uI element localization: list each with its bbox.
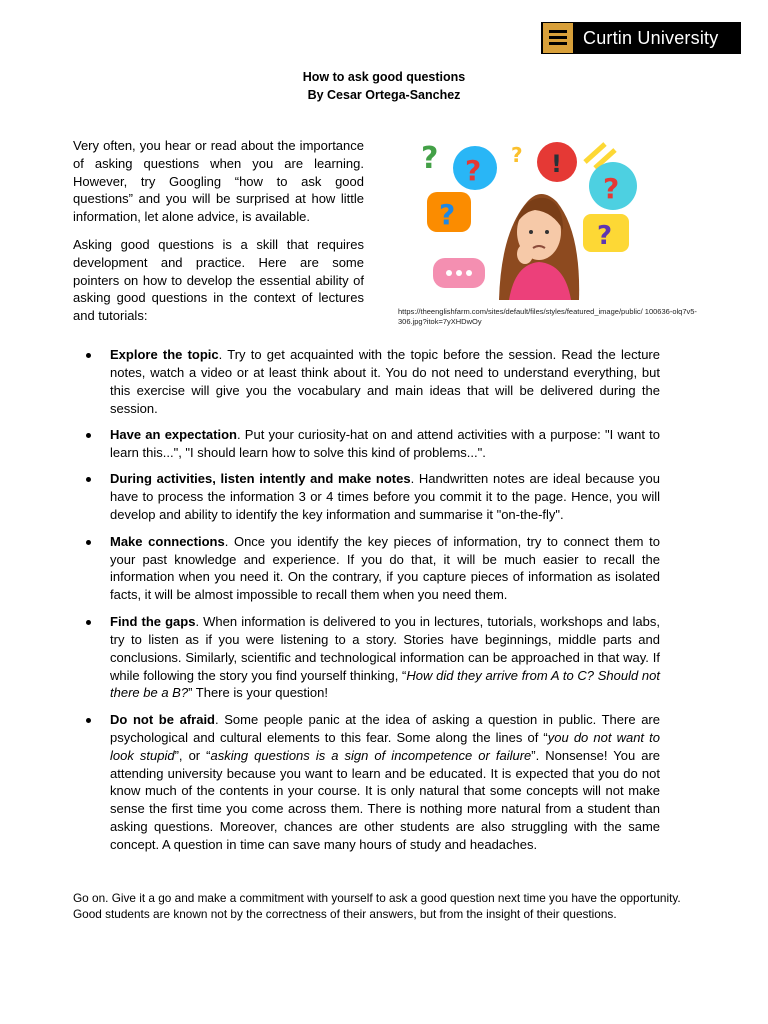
speech-bubble-pink-icon <box>433 258 485 288</box>
intro-paragraph-2: Asking good questions is a skill that requires development and practice. Here are some pointers on how to develop the essential ability of asking good questions in the context of lectures and tutorials: <box>73 236 364 324</box>
tip-italic-quote-2: asking questions is a sign of incompetence or failure <box>210 747 532 763</box>
tips-list <box>86 346 660 863</box>
intro-paragraph-1: Very often, you hear or read about the importance of asking questions when you are learning. However, try Googling “how to ask good questions” and you will be surprised at how little information, let alone advice, is available. <box>73 138 364 225</box>
tip-text: . When information is delivered to you in lectures, tutorials, workshops and labs, try to listen as if you were listening to a story. Stories have beginnings, middle parts and conclusions. Similarly, scientific and technological information can be approached in that way. If while following the story you find yourself thinking, “ <box>110 613 660 683</box>
tip-heading: Explore the topic <box>110 347 219 362</box>
logo-text: Curtin University <box>583 27 719 48</box>
document-title: How to ask good questions <box>302 70 466 84</box>
list-item <box>86 711 660 854</box>
bullet-icon <box>86 620 91 625</box>
question-bubble-orange-icon <box>427 192 471 232</box>
tip-text: . Some people panic at the idea of asking a question in public. There are psychological and cultural elements to this fear. Some along the lines of “ <box>110 711 660 745</box>
question-bubble-blue-icon <box>453 146 497 190</box>
list-item <box>86 533 660 605</box>
tip-heading: Make connections <box>110 533 225 549</box>
bullet-icon <box>86 718 91 723</box>
bullet-icon <box>86 353 91 358</box>
question-bubble-green-icon <box>421 141 438 176</box>
curtin-university-logo <box>541 22 741 54</box>
svg-text:?: ? <box>603 172 620 205</box>
svg-text:?: ? <box>465 154 482 187</box>
document-title-block <box>0 68 768 104</box>
closing-paragraph: Go on. Give it a go and make a commitment with yourself to ask a good question next time you have the opportunity. Good students are known not by the correctness of their answers, but from the insight of their questions. <box>73 891 681 922</box>
tip-heading: Do not be afraid <box>110 711 215 727</box>
list-item <box>86 346 660 418</box>
document-author: By Cesar Ortega-Sanchez <box>307 88 461 102</box>
crest-icon <box>543 23 573 53</box>
tip-italic-question: How did they arrive from A to C? Should not there be a B? <box>110 667 660 701</box>
thinking-girl-icon <box>499 194 579 300</box>
bullet-icon <box>86 433 91 438</box>
tip-text: . Handwritten notes are ideal because you have to process the information 3 or 4 times before you commit it to the page. Hence, you will develop and ability to identify the key information and summarise it "on-the-fly". <box>110 471 660 523</box>
question-bubble-yellow-icon <box>583 214 629 252</box>
tip-text-tail: ”. Nonsense! You are attending university because you want to learn and be educated. It is expected that you do not know much of the contents in your course. It is only natural that some concepts will not make sense the first time you come across them. There is nothing more natural from a student than asking questions. Moreover, chances are other students are also struggling with the same concept. A question in time can save many hours of study and headaches. <box>110 747 661 853</box>
tip-italic-quote-1: you do not want to look stupid <box>110 729 660 763</box>
exclamation-yellow-icon <box>511 143 523 167</box>
question-bubble-teal-icon <box>589 162 637 210</box>
svg-text:?: ? <box>511 143 523 167</box>
list-item <box>86 426 660 462</box>
exclamation-bubble-red-icon <box>537 142 577 182</box>
tip-text: . Once you identify the key pieces of information, try to connect them to your past knowledge and experience. If you do that, it will be much easier to recall the information when you need it. On the contrary, if you capture pieces of information as isolated facts, it will be almost impossible to recall them when you need them. <box>110 533 660 603</box>
image-credit: https://theenglishfarm.com/sites/default/files/styles/featured_image/public/ 100636-olq7v5-306.jpg?itok=7yXHDwOy <box>398 307 697 326</box>
tip-heading: Find the gaps <box>110 613 196 629</box>
tip-heading: During activities, listen intently and make notes <box>110 471 411 487</box>
tip-text: . Put your curiosity-hat on and attend activities with a purpose: "I want to learn this...", "I should learn how to solve this kind of problems...". <box>110 427 660 461</box>
tip-heading: Have an expectation <box>110 427 237 443</box>
girl-with-question-marks-illustration <box>415 140 640 300</box>
svg-text:?: ? <box>597 221 613 251</box>
tip-text-middle: ”, or “ <box>174 747 211 763</box>
svg-text:?: ? <box>439 198 456 231</box>
svg-text:?: ? <box>421 141 439 176</box>
svg-text:!: ! <box>551 150 562 178</box>
intro-text <box>73 137 364 335</box>
list-item <box>86 470 660 524</box>
bullet-icon <box>86 477 91 482</box>
tip-text: . Try to get acquainted with the topic before the session. Read the lecture notes, watch a video or at least think about it. You do not need to understand everything, but this exercise will give you the vocabulary and main ideas that will be delivered during the session. <box>110 347 660 416</box>
tip-text-tail: ” There is your question! <box>188 685 329 701</box>
bullet-icon <box>86 540 91 545</box>
list-item <box>86 613 660 703</box>
